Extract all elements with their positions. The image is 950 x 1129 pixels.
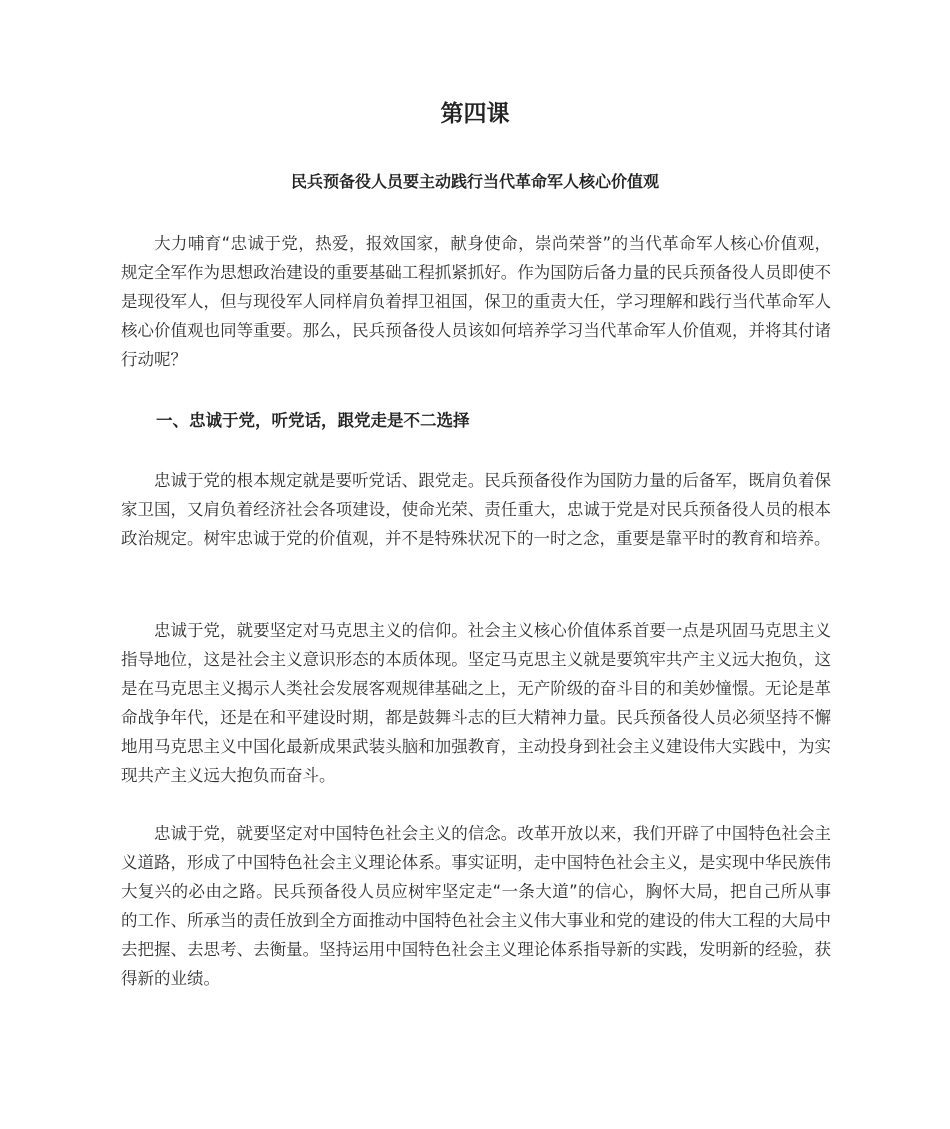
section-heading: 一、忠诚于党，听党话，跟党走是不二选择: [156, 411, 470, 430]
page-subtitle: 民兵预备役人员要主动践行当代革命军人核心价值观: [290, 172, 659, 191]
intro-paragraph: 大力哺育“忠诚于党，热爱，报效国家，献身使命，崇尚荣誉”的当代革命军人核心价值观，规定全军作为思想政治建设的重要基础工程抓紧抓好。作为国防后备力量的民兵预备役人员即使不是现役军人，但与现役军人同样肩负着捍卫祖国，保卫的重责大任，学习理解和践行当代革命军人核心价值观也同等重要。那么，民兵预备役人员该如何培养学习当代革命军人价值观，并将其付诸行动呢？: [121, 234, 831, 369]
page-title: 第四课: [440, 101, 510, 127]
body-paragraph: 忠诚于党，就要坚定对中国特色社会主义的信念。改革开放以来，我们开辟了中国特色社会主义道路，形成了中国特色社会主义理论体系。事实证明，走中国特色社会主义，是实现中华民族伟大复兴的必由之路。民兵预备役人员应树牢坚定走“一条大道”的信心，胸怀大局，把自己所从事的工作、所承当的责任放到全方面推动中国特色社会主义伟大事业和党的建设的伟大工程的大局中去把握、去思考、去衡量。坚持运用中国特色社会主义理论体系指导新的实践，发明新的经验，获得新的业绩。: [121, 824, 831, 988]
body-paragraph: 忠诚于党的根本规定就是要听党话、跟党走。民兵预备役作为国防力量的后备军，既肩负着保家卫国，又肩负着经济社会各项建设，使命光荣、责任重大，忠诚于党是对民兵预备役人员的根本政治规定。树牢忠诚于党的价值观，并不是特殊状况下的一时之念，重要是靠平时的教育和培养。: [121, 471, 831, 548]
body-paragraph: 忠诚于党，就要坚定对马克思主义的信仰。社会主义核心价值体系首要一点是巩固马克思主义指导地位，这是社会主义意识形态的本质体现。坚定马克思主义就是要筑牢共产主义远大抱负，这是在马克思主义揭示人类社会发展客观规律基础之上，无产阶级的奋斗目的和美妙憧憬。无论是革命战争年代，还是在和平建设时期，都是鼓舞斗志的巨大精神力量。民兵预备役人员必须坚持不懈地用马克思主义中国化最新成果武装头脑和加强教育，主动投身到社会主义建设伟大实践中，为实现共产主义远大抱负而奋斗。: [121, 621, 831, 785]
